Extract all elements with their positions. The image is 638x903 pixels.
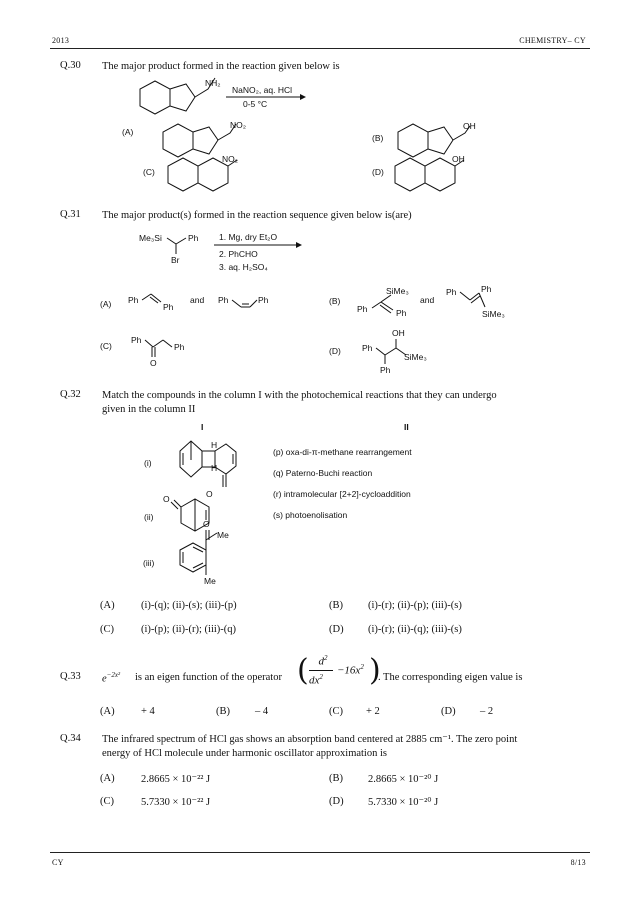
q30-option-d: (D) (372, 167, 384, 177)
footer-page: 8/13 (570, 858, 586, 867)
q30-option-b: (B) (372, 133, 384, 143)
q30-option-c: (C) (143, 167, 155, 177)
q31-option-a: (A) (100, 299, 112, 309)
svg-text:Ph: Ph (446, 287, 457, 297)
q31-c-structure (131, 335, 185, 368)
q34-text-line2: energy of HCl molecule under harmonic oscillator approximation is (102, 748, 387, 759)
q30-d-structure (395, 154, 465, 191)
q34-answer-d-label: (D) (329, 796, 344, 807)
q31-option-b: (B) (329, 296, 341, 306)
q30-c-structure (168, 154, 238, 191)
q32-compound-i-structure (180, 440, 236, 499)
q32-reaction-p: (p) oxa-di-π-methane rearrangement (273, 447, 412, 457)
q33-number: Q.33 (60, 671, 81, 682)
q32-compound-ii-label: (ii) (144, 512, 154, 522)
q30-reagent1: NaNO₂, aq. HCl (232, 85, 292, 95)
q32-compound-iii-label: (iii) (143, 558, 155, 568)
q31-option-c: (C) (100, 341, 112, 351)
q30-b-oh: OH (463, 121, 476, 131)
svg-text:Ph: Ph (163, 302, 174, 312)
q30-reagent2: 0-5 °C (243, 99, 268, 109)
q30-b-structure (398, 121, 476, 157)
q34-answer-d-text: 5.7330 × 10⁻²⁰ J (368, 797, 439, 808)
q30-reactant-structure (140, 78, 221, 114)
svg-text:Ph: Ph (481, 284, 492, 294)
q33-text1: is an eigen function of the operator (135, 672, 282, 683)
q32-compound-iii-structure (180, 519, 229, 586)
svg-text:SiMe₃: SiMe₃ (482, 309, 505, 319)
q33-eigenfunction: $e^{-2x^2}$ (102, 671, 121, 685)
q30-number: Q.30 (60, 60, 81, 71)
svg-text:SiMe₃: SiMe₃ (404, 352, 427, 362)
q32-col1-header: I (201, 422, 204, 432)
svg-text:and: and (420, 295, 435, 305)
svg-text:Ph: Ph (174, 342, 185, 352)
q32-answer-d-text: (i)-(r); (ii)-(q); (iii)-(s) (368, 624, 462, 635)
q30-text: The major product formed in the reaction given below is (102, 61, 340, 72)
svg-text:Ph: Ph (357, 304, 368, 314)
q33-answer-a-text: + 4 (141, 706, 155, 717)
svg-text:Ph: Ph (258, 295, 269, 305)
q32-answer-b-label: (B) (329, 600, 343, 611)
svg-text:O: O (203, 519, 210, 529)
q30-c-no2: NO₂ (222, 154, 239, 164)
q32-reaction-q: (q) Paterno-Buchi reaction (273, 468, 373, 478)
q33-answer-c-label: (C) (329, 706, 343, 717)
q34-text-line1: The infrared spectrum of HCl gas shows an absorption band centered at 2885 cm⁻¹. The zero point (102, 734, 518, 745)
q30-option-a: (A) (122, 127, 134, 137)
header-subject: CHEMISTRY– CY (519, 36, 586, 45)
q33-answer-d-text: – 2 (480, 706, 494, 717)
q34-answer-c-text: 5.7330 × 10⁻²² J (141, 797, 211, 808)
q32-answer-c-label: (C) (100, 624, 114, 635)
exam-page: 2013 CHEMISTRY– CY Q.30 The major product formed in the reaction given below is NH₂ NaNO₂, aq. HCl 0-5 °C (A) NO₂ (B) OH (C) NO₂ (D) OH Me₃Si Ph Br 1. Mg, dry Et₂O 2. PhCHO 3. aq. H₂SO₄ (A) Ph Ph and Ph Ph (B) Ph SiMe₃ Ph and Ph Ph SiMe₃ (C) Ph Ph O (D) OH Ph SiMe₃ Ph H H O O O Me Me Q.31 The major product(s) formed in the reaction sequence given below is(are) Q.32 Match the compounds in the column I with the photochemical reactions that they can undergo given in the column II I II (i) (ii) (iii) (p) oxa-di-π-methane rearrangement (q) Paterno-Buchi reaction (r) intramolecular [2+2]-cycloaddition (s) photoenolisation (A) (i)-(q); (ii)-(s); (iii)-(p) (B) (i)-(r); (ii)-(p); (iii)-(s) (C) (i)-(p); (ii)-(r); (iii)-(q) (D) (i)-(r); (ii)-(q); (iii)-(s) Q.33 $e^{-2x^2}$ is an eigen function of the operator ( $d^2$ $dx^2$ $-16x^2$ ) . The corresponding eigen value is (A) + 4 (B) – 4 (C) + 2 (D) – 2 Q.34 The infrared spectrum of HCl gas shows an absorption band centered at 2885 cm⁻¹. The zero point energy of HCl molecule under harmonic oscillator approximation is (A) 2.8665 × 10⁻²² J (B) 2.8665 × 10⁻²⁰ J (C) 5.7330 × 10⁻²² J (D) 5.7330 × 10⁻²⁰ J CY 8/13 (0, 0, 638, 903)
q31-a-structure (128, 294, 269, 312)
q32-answer-a-label: (A) (100, 600, 115, 611)
q33-answer-b-label: (B) (216, 706, 230, 717)
q32-text-line1: Match the compounds in the column I with the photochemical reactions that they can undergo (102, 390, 497, 401)
q32-compound-i-label: (i) (144, 458, 152, 468)
svg-text:Me: Me (217, 530, 229, 540)
svg-text:H: H (211, 440, 218, 450)
q31-step1: 1. Mg, dry Et₂O (219, 232, 278, 242)
q32-text-line2: given in the column II (102, 404, 196, 415)
q32-reaction-s: (s) photoenolisation (273, 510, 348, 520)
q31-option-d: (D) (329, 346, 341, 356)
q34-answer-b-text: 2.8665 × 10⁻²⁰ J (368, 774, 439, 785)
svg-text:O: O (163, 494, 170, 504)
q30-a-no2: NO₂ (230, 120, 247, 130)
q33-answer-b-text: – 4 (255, 706, 269, 717)
q30-a-structure (163, 120, 246, 157)
q34-number: Q.34 (60, 733, 81, 744)
q31-step3: 3. aq. H₂SO₄ (219, 262, 268, 272)
q32-number: Q.32 (60, 389, 81, 400)
q31-number: Q.31 (60, 209, 81, 220)
svg-text:Ph: Ph (188, 233, 199, 243)
q30-nh2-label: NH₂ (205, 78, 221, 88)
svg-text:and: and (190, 295, 205, 305)
header-year: 2013 (52, 36, 70, 45)
svg-text:Ph: Ph (362, 343, 373, 353)
svg-text:OH: OH (392, 328, 405, 338)
q30-d-oh: OH (452, 154, 465, 164)
q31-text: The major product(s) formed in the reaction sequence given below is(are) (102, 210, 412, 221)
q34-answer-a-text: 2.8665 × 10⁻²² J (141, 774, 211, 785)
q32-answer-c-text: (i)-(p); (ii)-(r); (iii)-(q) (141, 624, 237, 635)
svg-text:O: O (150, 358, 157, 368)
q32-col2-header: II (404, 422, 409, 432)
q32-answer-a-text: (i)-(q); (ii)-(s); (iii)-(p) (141, 600, 237, 611)
q31-b-structure (357, 284, 505, 319)
footer-code: CY (52, 858, 64, 867)
q34-answer-b-label: (B) (329, 773, 343, 784)
svg-text:O: O (206, 489, 213, 499)
q34-answer-a-label: (A) (100, 773, 115, 784)
q32-answer-d-label: (D) (329, 624, 344, 635)
footer-rule (50, 852, 590, 853)
q33-text2: . The corresponding eigen value is (378, 672, 523, 683)
svg-text:H: H (211, 463, 218, 473)
q33-answer-d-label: (D) (441, 706, 456, 717)
q33-answer-a-label: (A) (100, 706, 115, 717)
svg-text:Me: Me (204, 576, 216, 586)
q31-reactant-structure (139, 233, 199, 265)
svg-text:Ph: Ph (131, 335, 142, 345)
svg-text:Br: Br (171, 255, 180, 265)
svg-text:Me₃Si: Me₃Si (139, 233, 162, 243)
q31-step2: 2. PhCHO (219, 249, 258, 259)
svg-text:Ph: Ph (396, 308, 407, 318)
svg-text:Ph: Ph (218, 295, 229, 305)
svg-text:Ph: Ph (380, 365, 391, 375)
svg-text:Ph: Ph (128, 295, 139, 305)
q31-d-structure (362, 328, 427, 375)
q32-reaction-r: (r) intramolecular [2+2]-cycloaddition (273, 489, 411, 499)
q32-answer-b-text: (i)-(r); (ii)-(p); (iii)-(s) (368, 600, 462, 611)
svg-text:SiMe₃: SiMe₃ (386, 286, 409, 296)
q33-answer-c-text: + 2 (366, 706, 380, 717)
q34-answer-c-label: (C) (100, 796, 114, 807)
